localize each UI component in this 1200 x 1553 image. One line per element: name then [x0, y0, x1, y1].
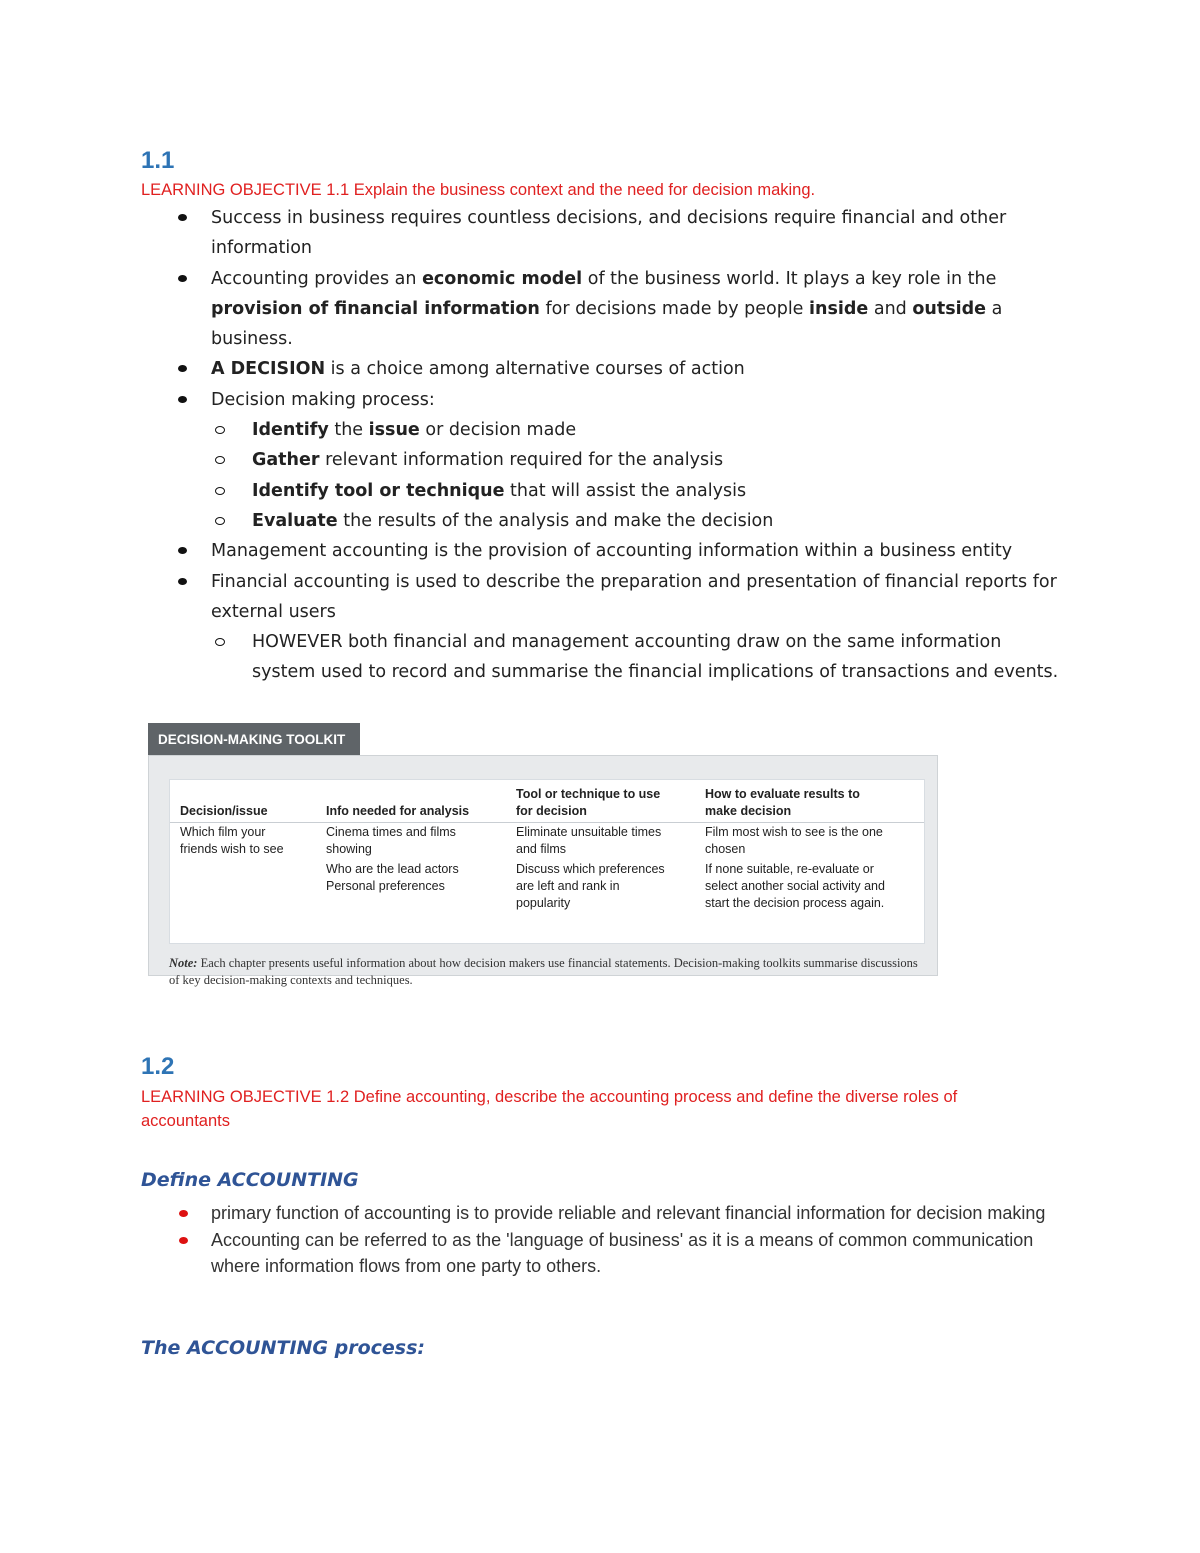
- learning-objective-1-2: LEARNING OBJECTIVE 1.2 Define accounting, describe the accounting process and define the diverse roles of accountants: [141, 1088, 958, 1130]
- sub-list: [211, 415, 1070, 536]
- bold-text: Gather: [252, 450, 320, 471]
- table-cell: Cinema times and films showing: [326, 825, 456, 856]
- toolkit-note: [169, 955, 929, 989]
- bold-text: Evaluate: [252, 510, 338, 531]
- list-item: A DECISION is a choice among alternative courses of action: [170, 354, 1070, 384]
- list-item: Accounting provides an economic model of the business world. It plays a key role in the provision of financial information for decisions made by people inside and outside a business.: [170, 264, 1070, 355]
- bullet-list-1-1: [170, 203, 1070, 688]
- note-label: Note:: [169, 956, 198, 970]
- define-accounting-heading: Define ACCOUNTING: [141, 1169, 359, 1191]
- table-cell: Film most wish to see is the one chosen: [705, 825, 883, 856]
- list-item: Success in business requires countless decisions, and decisions require financial and other information: [170, 203, 1070, 264]
- table-header-divider: [170, 822, 924, 823]
- table-header-info: Info needed for analysis: [326, 804, 470, 818]
- table-cell: Who are the lead actors Personal preferences: [326, 862, 459, 893]
- section-heading-1-1: 1.1: [141, 147, 175, 174]
- learning-objective-1-1: LEARNING OBJECTIVE 1.1 Explain the business context and the need for decision making.: [141, 181, 816, 199]
- sub-list: [211, 627, 1070, 688]
- list-item: Accounting can be referred to as the 'language of business' as it is a means of common communication where information flows from one party to others.: [170, 1227, 1070, 1280]
- section-heading-1-2: 1.2: [141, 1053, 175, 1080]
- define-accounting-list: [170, 1200, 1070, 1280]
- sub-list-item: Identify the issue or decision made: [211, 415, 1070, 445]
- sub-list-item: HOWEVER both financial and management accounting draw on the same information system used to record and summarise the financial implications of transactions and events.: [211, 627, 1070, 688]
- table-header-evaluate: How to evaluate results to make decision: [705, 787, 860, 818]
- bold-text: Identify: [252, 420, 329, 441]
- toolkit-panel: [148, 755, 938, 987]
- decision-making-toolkit: [148, 723, 938, 987]
- sub-list-item: Identify tool or technique that will assist the analysis: [211, 476, 1070, 506]
- accounting-process-heading: The ACCOUNTING process:: [141, 1337, 426, 1359]
- bold-text: Identify tool or technique: [252, 480, 505, 501]
- bold-text: outside: [912, 298, 987, 319]
- bold-text: A DECISION: [211, 359, 326, 380]
- toolkit-table: [169, 779, 925, 944]
- list-item: Management accounting is the provision of accounting information within a business entity: [170, 536, 1070, 566]
- bold-text: economic model: [422, 268, 583, 289]
- list-item: Decision making process: Identify the issue or decision made Gather relevant information required for the analysis Identify tool or technique that will assist the analysis Evaluate the results of the analysis and make the decision: [170, 385, 1070, 536]
- list-item: primary function of accounting is to provide reliable and relevant financial information for decision making: [170, 1200, 1070, 1227]
- bold-text: issue: [368, 420, 420, 441]
- sub-list-item: Evaluate the results of the analysis and make the decision: [211, 506, 1070, 536]
- list-item: Financial accounting is used to describe the preparation and presentation of financial reports for external users HOWEVER both financial and management accounting draw on the same information system used to record and summarise the financial implications of transactions and events.: [170, 567, 1070, 688]
- table-cell: Eliminate unsuitable times and films: [516, 825, 662, 856]
- table-cell: Which film your friends wish to see: [180, 825, 284, 856]
- toolkit-title: DECISION-MAKING TOOLKIT: [148, 723, 360, 755]
- bold-text: inside: [809, 298, 869, 319]
- table-cell: If none suitable, re-evaluate or select another social activity and start the decision process again.: [705, 862, 885, 910]
- bold-text: provision of financial information: [211, 298, 540, 319]
- note-text: Each chapter presents useful information about how decision makers use financial statements. Decision-making toolkits summarise discussions of key decision-making contexts and techniques.: [169, 956, 918, 987]
- table-header-decision: Decision/issue: [180, 804, 268, 818]
- sub-list-item: Gather relevant information required for the analysis: [211, 445, 1070, 475]
- table-header-tool: Tool or technique to use for decision: [516, 787, 661, 818]
- table-cell: Discuss which preferences are left and rank in popularity: [516, 862, 665, 910]
